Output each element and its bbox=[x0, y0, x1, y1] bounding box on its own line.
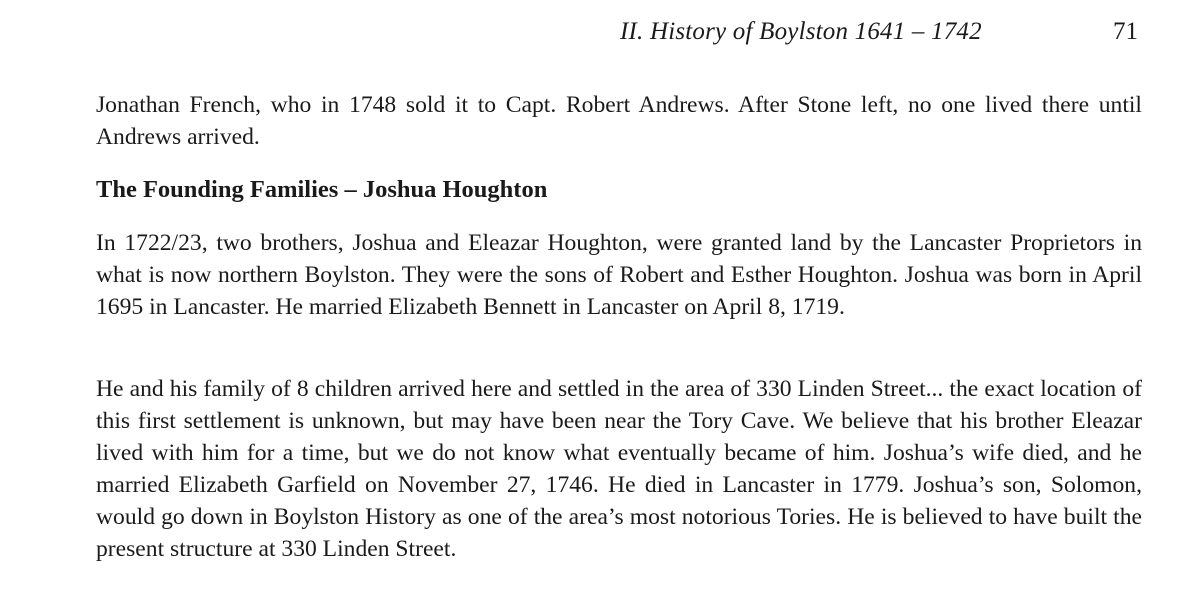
paragraph-continuation: Jonathan French, who in 1748 sold it to Capt. Robert Andrews. After Stone left, no one lived there until Andrews arrived. bbox=[96, 92, 1142, 150]
paragraph-houghton-land-grant: In 1722/23, two brothers, Joshua and Eleazar Houghton, were granted land by the Lancaster Proprietors in what is now northern Boylston. They were the sons of Robert and Esther Houghton. Joshua was born in April 1695 in Lancaster. He married Elizabeth Bennett in Lancaster on April 8, 1719. bbox=[96, 230, 1142, 320]
section-heading: The Founding Families – Joshua Houghton bbox=[96, 176, 548, 203]
paragraph-houghton-settlement: He and his family of 8 children arrived here and settled in the area of 330 Linden Street... the exact location of this first settlement is unknown, but may have been near the Tory Cave. We believe that his brother Eleazar lived with him for a time, but we do not know what eventually became of him. Joshua’s wife died, and he married Elizabeth Garfield on November 27, 1746. He died in Lancaster in 1779. Joshua’s son, Solomon, would go down in Boylston History as one of the area’s most notorious Tories. He is believed to have built the present structure at 330 Linden Street. bbox=[96, 376, 1142, 562]
running-head-title: II. History of Boylston 1641 – 1742 bbox=[620, 18, 982, 45]
page-number: 71 bbox=[1113, 18, 1138, 45]
